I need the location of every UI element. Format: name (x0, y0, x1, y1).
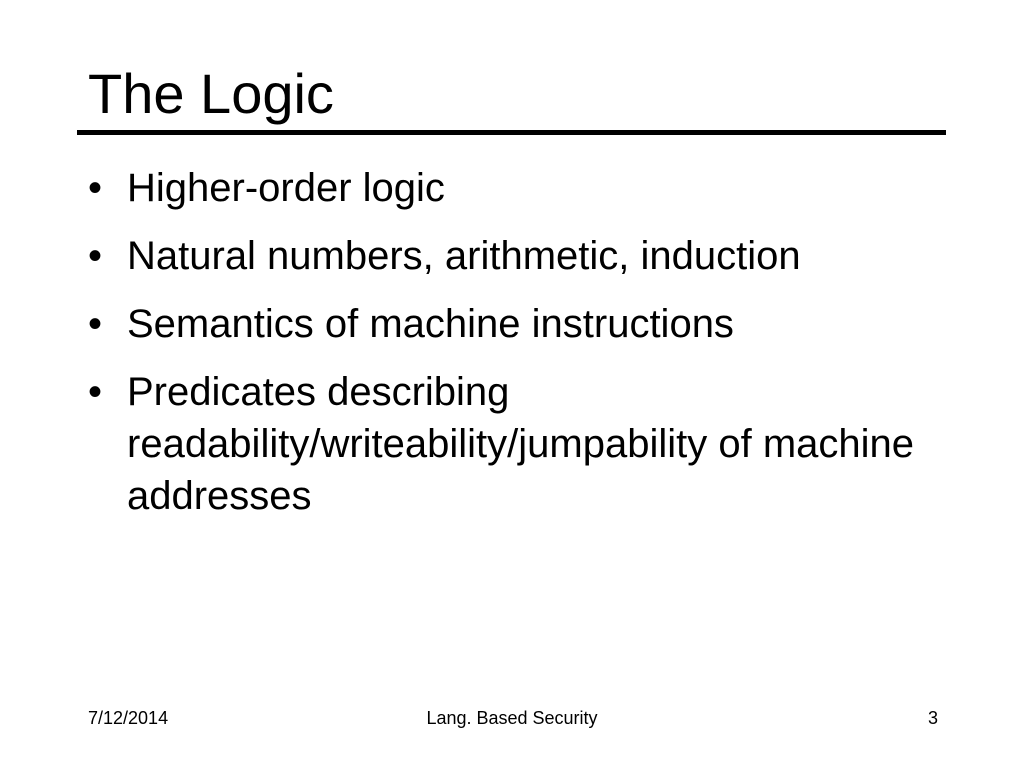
footer-date: 7/12/2014 (88, 708, 169, 728)
bullet-icon: • (88, 234, 103, 278)
bullet-text: Semantics of machine instructions (127, 302, 734, 346)
bullet-icon: • (88, 370, 103, 414)
bullet-list (88, 162, 948, 522)
footer-title: Lang. Based Security (426, 708, 598, 728)
bullet-icon: • (88, 166, 103, 210)
bullet-icon: • (88, 302, 103, 346)
bullet-item-2 (88, 230, 948, 282)
bullet-text: Predicates describing readability/writeability/jumpability of machine addresses (127, 370, 915, 518)
slide-title: The Logic (88, 62, 334, 125)
bullet-text: Higher-order logic (127, 166, 445, 210)
page-number: 3 (927, 708, 938, 728)
bullet-item-3 (88, 298, 948, 350)
title-underline (77, 130, 946, 135)
bullet-item-4 (88, 366, 948, 522)
bullet-text: Natural numbers, arithmetic, induction (127, 234, 801, 278)
bullet-item-1 (88, 162, 948, 214)
